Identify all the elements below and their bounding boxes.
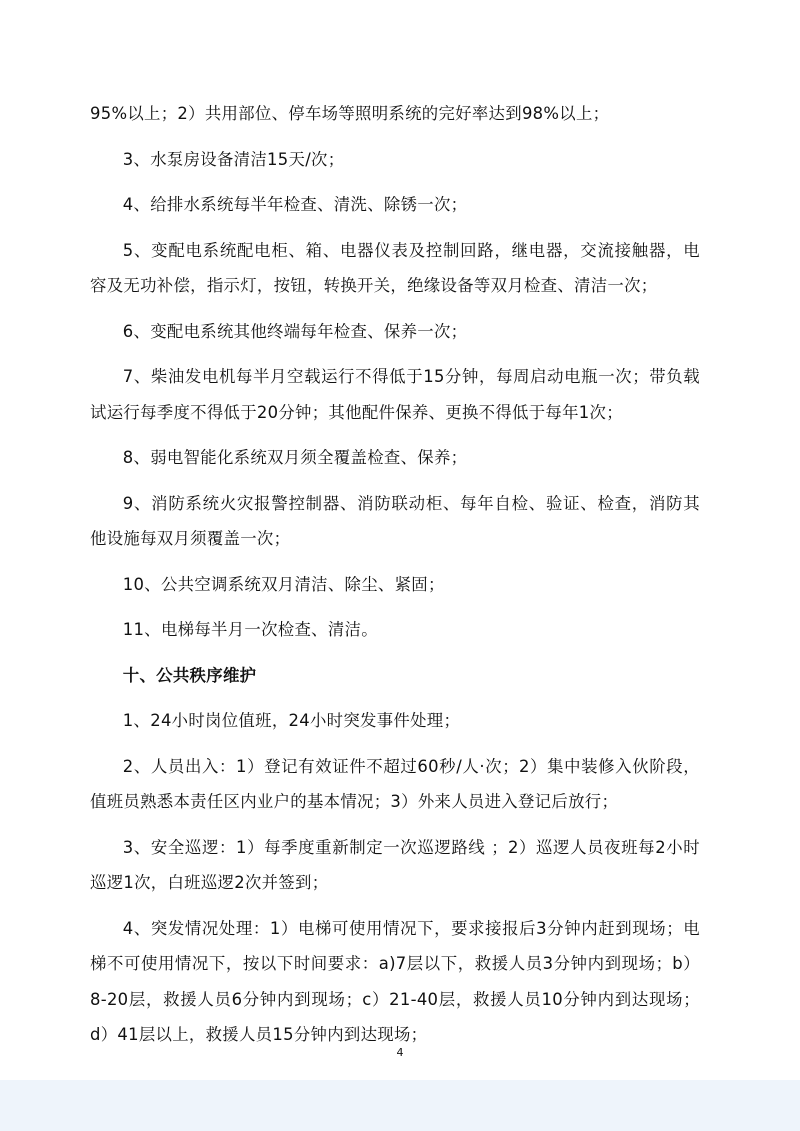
paragraph: 4、给排水系统每半年检查、清洗、除锈一次； bbox=[122, 195, 468, 214]
paragraph: 5、变配电系统配电柜、箱、电器仪表及控制回路，继电器，交流接触器，电容及无功补偿，指示灯，按钮，转换开关，绝缘设备等双月检查、清洁一次； bbox=[90, 240, 700, 295]
paragraph: 10、公共空调系统双月清洁、除尘、紧固； bbox=[122, 574, 445, 594]
paragraph: 9、消防系统火灾报警控制器、消防联动柜、每年自检、验证、检查，消防其他设施每双月须覆盖一次； bbox=[90, 493, 700, 548]
document-body bbox=[90, 96, 700, 1063]
paragraph: 3、水泵房设备清洁15天/次； bbox=[122, 149, 345, 169]
paragraph: 7、柴油发电机每半月空载运行不得低于15分钟，每周启动电瓶一次；带负载试运行每季度不得低于20分钟；其他配件保养、更换不得低于每年1次； bbox=[90, 367, 700, 422]
paragraph: 6、变配电系统其他终端每年检查、保养一次； bbox=[122, 321, 468, 341]
paragraph: 11、电梯每半月一次检查、清洁。 bbox=[122, 620, 378, 639]
paragraph: 95%以上；2）共用部位、停车场等照明系统的完好率达到98%以上； bbox=[90, 104, 610, 123]
paragraph: 2、人员出入：1）登记有效证件不超过60秒/人·次；2）集中装修入伙阶段，值班员熟悉本责任区内业户的基本情况；3）外来人员进入登记后放行； bbox=[90, 756, 700, 811]
page-number: 4 bbox=[396, 1046, 404, 1059]
paragraph: 3、安全巡逻：1）每季度重新制定一次巡逻路线 ；2）巡逻人员夜班每2小时巡逻1次，白班巡逻2次并签到； bbox=[90, 837, 700, 892]
section-heading: 十、公共秩序维护 bbox=[122, 665, 257, 685]
paragraph: 8、弱电智能化系统双月须全覆盖检查、保养； bbox=[122, 448, 468, 467]
paragraph: 1、24小时岗位值班，24小时突发事件处理； bbox=[122, 711, 461, 730]
paragraph: 4、突发情况处理：1）电梯可使用情况下，要求接报后3分钟内赶到现场；电梯不可使用情况下，按以下时间要求：a)7层以下，救援人员3分钟内到现场；b）8-20层，救援人员6分钟内到现场；c）21-40层，救援人员10分钟内到达现场；d）41层以上，救援人员15分钟内到达现场； bbox=[90, 918, 700, 1044]
scan-margin-strip bbox=[0, 1080, 800, 1131]
